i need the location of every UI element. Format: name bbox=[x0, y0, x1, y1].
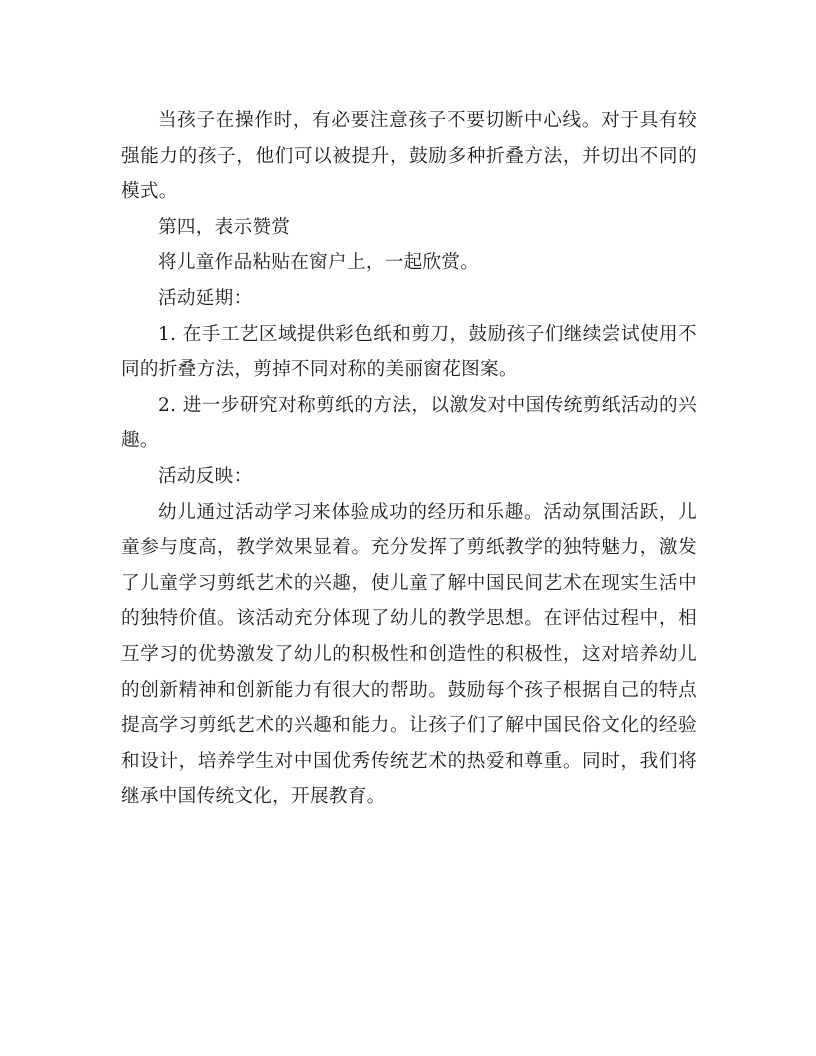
paragraph-operation-note: 当孩子在操作时，有必要注意孩子不要切断中心线。对于具有较强能力的孩子，他们可以被提升，鼓励多种折叠方法，并切出不同的模式。 bbox=[121, 110, 697, 203]
document-body bbox=[121, 103, 697, 815]
paragraph-reflection: 幼儿通过活动学习来体验成功的经历和乐趣。活动氛围活跃，儿童参与度高，教学效果显着。充分发挥了剪纸教学的独特魅力，激发了儿童学习剪纸艺术的兴趣，使儿童了解中国民间艺术在现实生活中的独特价值。该活动充分体现了幼儿的教学思想。在评估过程中，相互学习的优势激发了幼儿的积极性和创造性的积极性，这对培养幼儿的创新精神和创新能力有很大的帮助。鼓励每个孩子根据自己的特点提高学习剪纸艺术的兴趣和能力。让孩子们了解中国民俗文化的经验和设计，培养学生对中国优秀传统艺术的热爱和尊重。同时，我们将继承中国传统文化，开展教育。 bbox=[121, 501, 697, 808]
section-heading-reflection: 活动反映： bbox=[158, 465, 253, 487]
list-item-extension-1: 1. 在手工艺区域提供彩色纸和剪刀，鼓励孩子们继续尝试使用不同的折叠方法，剪掉不同对称的美丽窗花图案。 bbox=[121, 323, 697, 381]
paragraph-display-works: 将儿童作品粘贴在窗户上，一起欣赏。 bbox=[158, 252, 480, 274]
section-heading-extension: 活动延期： bbox=[158, 287, 253, 309]
section-heading-appreciation: 第四，表示赞赏 bbox=[158, 216, 291, 238]
list-item-extension-2: 2. 进一步研究对称剪纸的方法，以激发对中国传统剪纸活动的兴趣。 bbox=[121, 394, 697, 452]
